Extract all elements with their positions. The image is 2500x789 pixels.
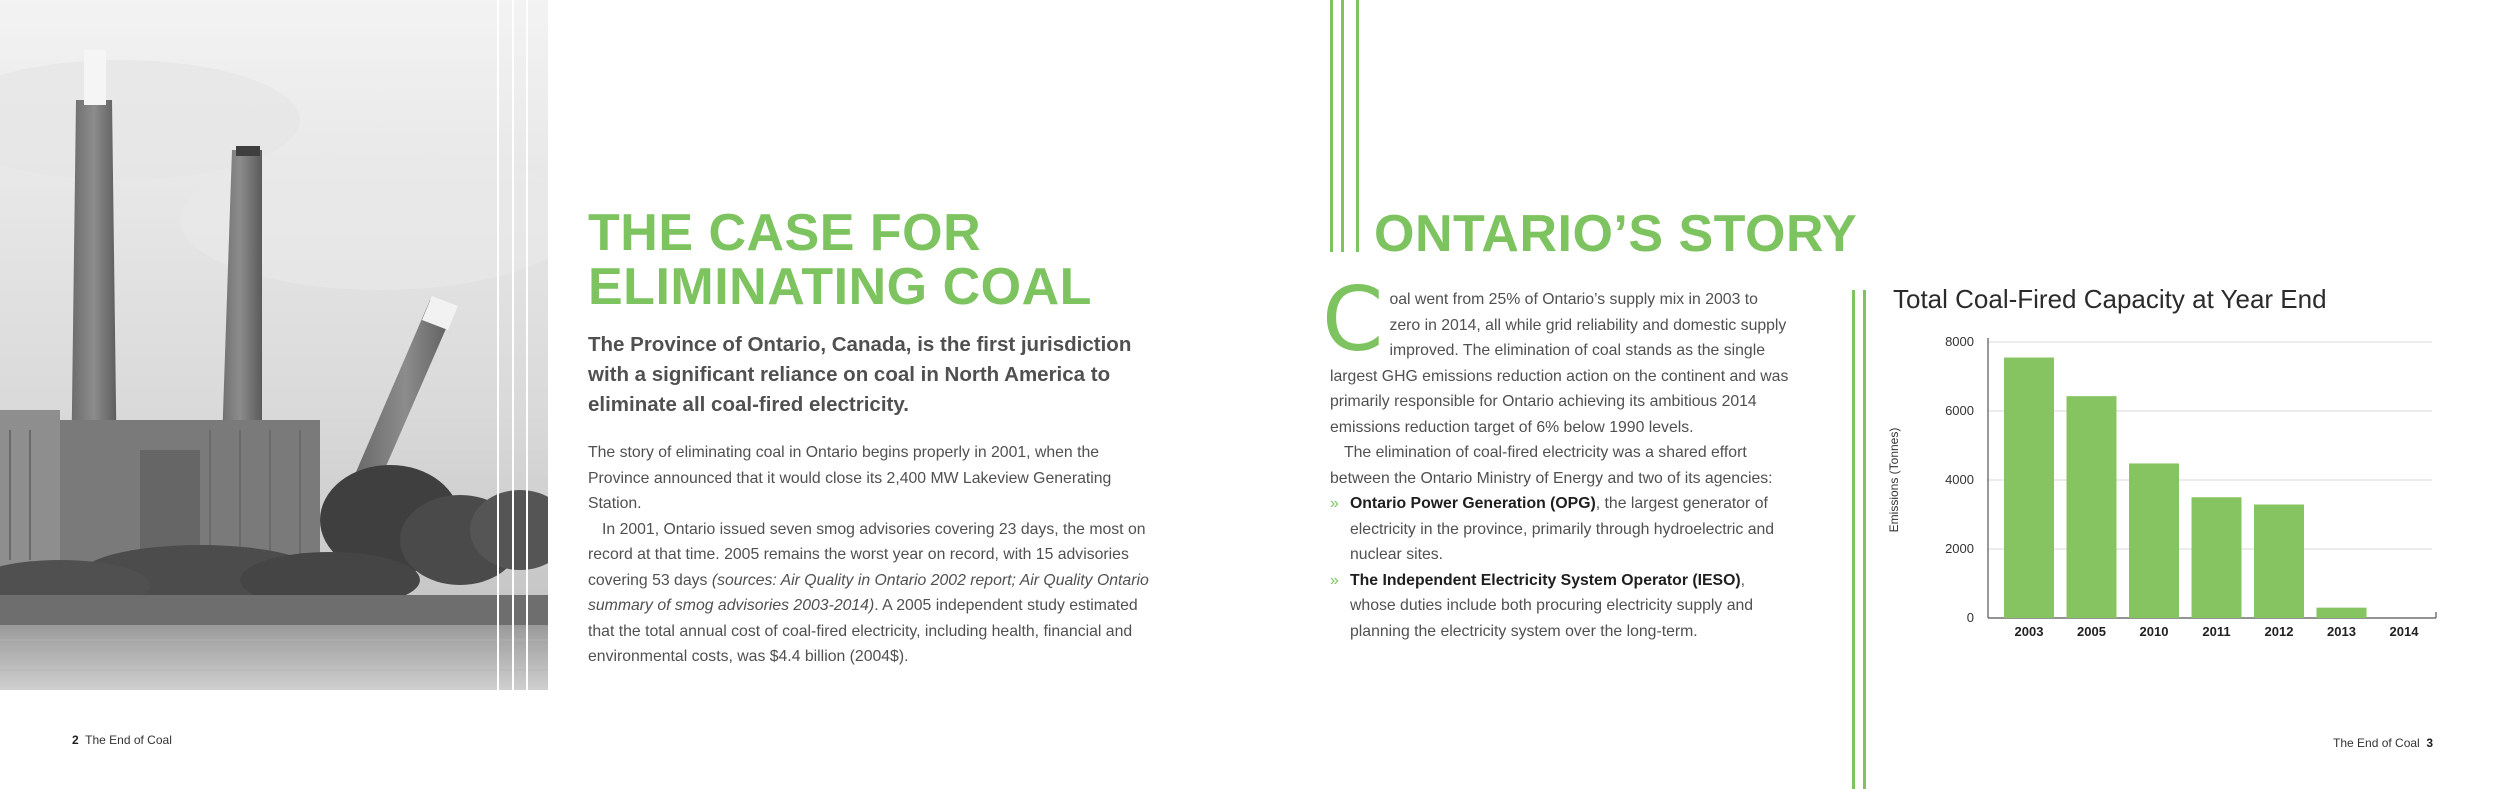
x-tick-label: 2013 — [2327, 624, 2356, 639]
sources-citation: (sources: Air Quality in Ontario 2002 report; Air Quality Ontario summary of smog advisories 2003-2014) — [588, 571, 1149, 614]
right-body — [1322, 268, 1790, 644]
bar-2005 — [2067, 396, 2117, 618]
lead-paragraph: The Province of Ontario, Canada, is the first jurisdiction with a significant reliance on coal in North America to eliminate all coal-fired electricity. — [588, 333, 1132, 416]
x-tick-label: 2010 — [2139, 624, 2169, 639]
right-footer-text: The End of Coal — [2333, 736, 2420, 750]
x-tick-label: 2005 — [2077, 624, 2106, 639]
bar-2011 — [2192, 497, 2242, 618]
left-footer-text: The End of Coal — [85, 733, 172, 747]
left-paragraph-2 — [588, 517, 1158, 670]
bullet-ieso-bold: The Independent Electricity System Operator (IESO) — [1350, 571, 1741, 589]
y-tick-label: 0 — [1966, 610, 1974, 625]
y-tick-label: 6000 — [1945, 403, 1974, 418]
bullet-ieso-text: , whose duties include both procuring electricity supply and planning the electricity system over the long-term. — [1350, 571, 1754, 640]
right-page-title: ONTARIO’S STORY — [1374, 205, 1858, 263]
dropcap-letter: C — [1322, 268, 1384, 371]
y-tick-label: 4000 — [1945, 472, 1974, 487]
bullet-marker: » — [1330, 571, 1339, 589]
y-tick-label: 2000 — [1945, 541, 1974, 556]
bullet-marker: » — [1330, 495, 1339, 512]
right-page-number: 3 — [2426, 736, 2434, 750]
chart-title: Total Coal-Fired Capacity at Year End — [1893, 284, 2327, 314]
bar-2010 — [2129, 463, 2179, 618]
bullet-opg-bold: Ontario Power Generation (OPG) — [1350, 495, 1596, 512]
left-title-line-1: THE CASE FOR — [588, 204, 982, 262]
divider-rule-1 — [1330, 0, 1333, 252]
left-paragraph-1: The story of eliminating coal in Ontario begins properly in 2001, when the Province announced that it would close its 2,400 MW Lakeview Generating Station. — [588, 444, 1112, 512]
coal-capacity-chart — [1880, 330, 2440, 650]
x-tick-label: 2012 — [2264, 624, 2294, 639]
y-axis-label: Emissions (Tonnes) — [1887, 427, 1901, 533]
left-page-title — [588, 206, 1092, 314]
para2-end: . A 2005 independent study estimated that the total annual cost of coal-fired electricity, including health, financial and environmental costs, was $4.4 billion (2004$). — [588, 597, 1138, 665]
power-plant-photo — [0, 0, 548, 690]
right-paragraph-2: The elimination of coal-fired electricity was a shared effort between the Ontario Ministry of Energy and two of its agencies: — [1330, 444, 1773, 487]
left-footer — [72, 733, 172, 747]
right-para1-text: oal went from 25% of Ontario’s supply mix in 2003 to zero in 2014, all while grid reliability and domestic supply improved. The elimination of coal stands as the single largest GHG emissions reduction action on the continent and was primarily responsible for Ontario achieving its ambitious 2014 emissions reduction target of 6% below 1990 levels. — [1330, 291, 1789, 436]
x-tick-label: 2003 — [2014, 624, 2044, 639]
chart-rule-2 — [1863, 290, 1866, 789]
right-paragraph-1 — [1322, 268, 1790, 440]
bullet-ieso — [1330, 568, 1790, 645]
left-page-number: 2 — [72, 733, 79, 747]
y-tick-label: 8000 — [1945, 334, 1974, 349]
right-footer — [2333, 736, 2433, 750]
bar-2003 — [2004, 358, 2054, 618]
bullet-opg — [1330, 491, 1790, 568]
left-body — [588, 440, 1158, 670]
chart-rule-1 — [1852, 290, 1855, 789]
bar-2012 — [2254, 504, 2304, 618]
divider-rule-3 — [1356, 0, 1359, 252]
x-tick-label: 2014 — [2389, 624, 2419, 639]
bullet-opg-text: , the largest generator of electricity in the province, primarily through hydroelectric and nuclear sites. — [1350, 495, 1775, 563]
bar-2013 — [2317, 608, 2367, 618]
x-tick-label: 2011 — [2202, 624, 2231, 639]
left-title-line-2: ELIMINATING COAL — [588, 258, 1092, 316]
para2-start: In 2001, Ontario issued seven smog advisories covering 23 days, the most on record at that time. 2005 remains the worst year on record, with 15 advisories covering 53 days — [588, 520, 1146, 589]
divider-rule-2 — [1341, 0, 1344, 252]
